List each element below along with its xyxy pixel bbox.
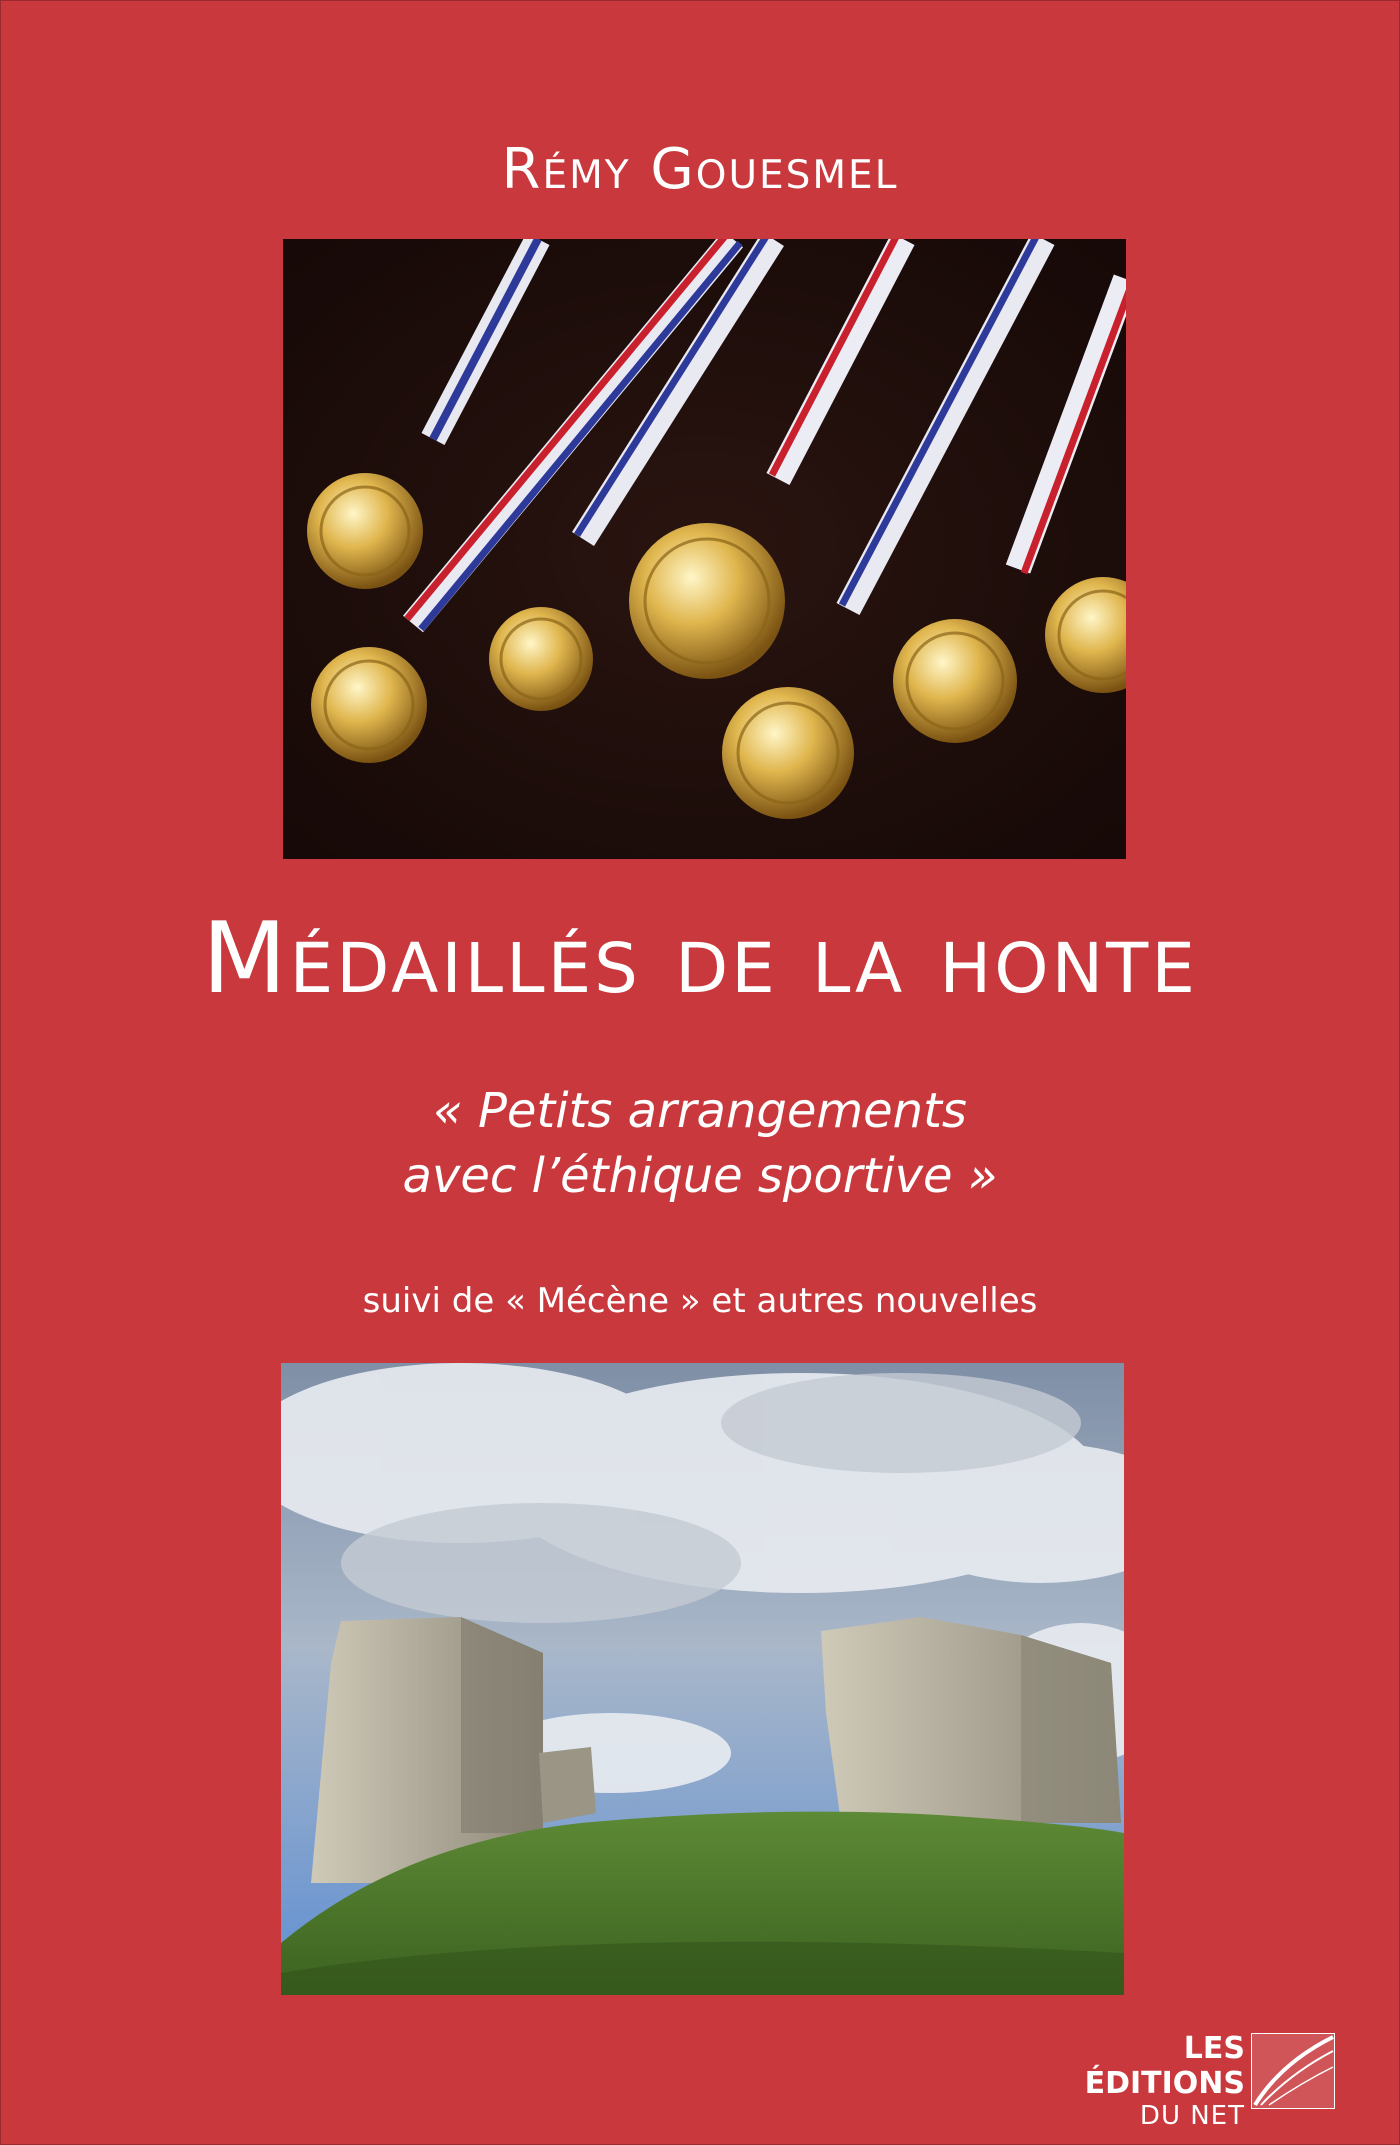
subtitle-line-2: avec l’éthique sportive » [402,1147,998,1204]
followup-text: suivi de « Mécène » et autres nouvelles [362,1281,1038,1321]
publisher-logo [1041,2031,1341,2131]
castle-ruins-photo [281,1363,1124,1995]
publisher-emblem-icon [1251,2033,1335,2109]
book-title: Médaillés de la honte [202,902,1198,1016]
book-subtitle [1,1079,1399,1209]
publisher-name-line-1: LES ÉDITIONS [1084,2031,1245,2101]
publisher-name-line-2: DU NET [1139,2101,1245,2131]
author-name: Rémy Gouesmel [501,137,899,202]
subtitle-line-1: « Petits arrangements [433,1083,967,1139]
medals-photo [283,239,1126,859]
